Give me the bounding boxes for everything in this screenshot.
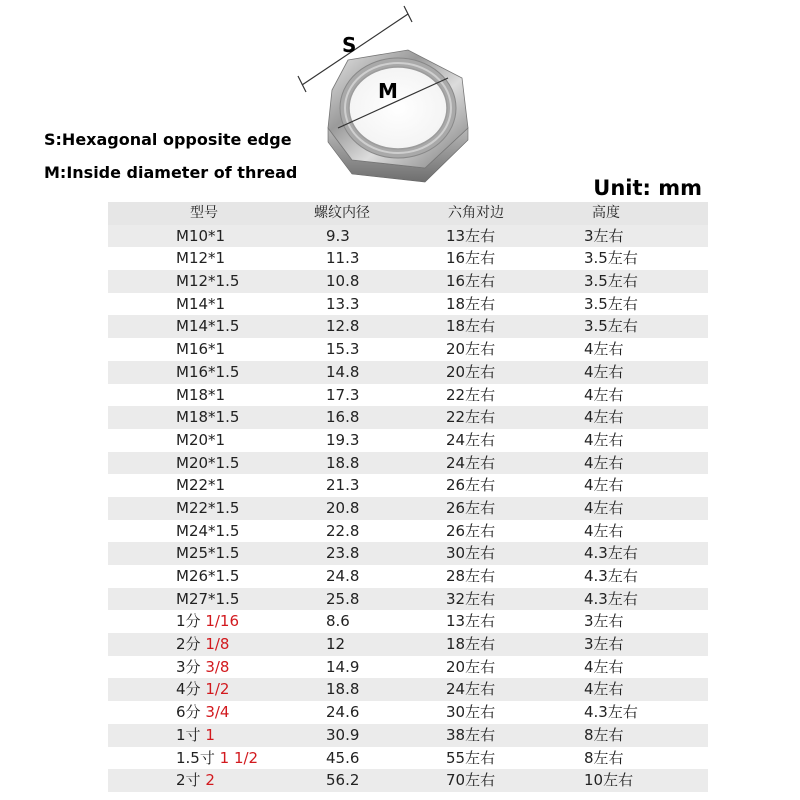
cell-model [176, 656, 229, 679]
cell-inner-diameter: 23.8 [326, 544, 360, 563]
cell-model [176, 452, 239, 475]
cell-height: 4.3左右 [584, 544, 638, 563]
cell-height: 4左右 [584, 680, 624, 699]
model-code: 6分 [176, 703, 201, 722]
cell-hex-width: 70左右 [446, 771, 496, 790]
model-code: M16*1 [176, 340, 226, 359]
cell-hex-width: 26左右 [446, 521, 496, 540]
cell-model [176, 747, 258, 770]
model-code: M18*1 [176, 385, 226, 404]
spec-table [108, 202, 708, 792]
cell-height: 3.5左右 [584, 249, 638, 268]
cell-inner-diameter: 30.9 [326, 725, 360, 744]
table-row [108, 293, 708, 316]
cell-inner-diameter: 24.6 [326, 703, 360, 722]
model-code: M20*1 [176, 430, 226, 449]
cell-inner-diameter: 12 [326, 635, 346, 654]
cell-hex-width: 28左右 [446, 567, 496, 585]
cell-hex-width: 16左右 [446, 272, 496, 291]
cell-inner-diameter: 18.8 [326, 453, 360, 472]
cell-hex-width: 24左右 [446, 430, 496, 449]
cell-hex-width: 20左右 [446, 362, 496, 381]
model-code: 2分 [176, 635, 201, 654]
cell-model [176, 633, 229, 656]
model-code: M14*1.5 [176, 317, 240, 336]
cell-inner-diameter: 24.8 [326, 567, 360, 585]
cell-hex-width: 24左右 [446, 453, 496, 472]
cell-model [176, 520, 239, 543]
table-row [108, 769, 708, 792]
cell-inner-diameter: 8.6 [326, 612, 350, 631]
cell-inner-diameter: 22.8 [326, 521, 360, 540]
table-body [108, 225, 708, 792]
inch-size: 1 1/2 [219, 748, 259, 767]
cell-model [176, 406, 239, 429]
cell-model [176, 588, 239, 611]
unit-label: Unit: mm [593, 176, 702, 200]
cell-model [176, 542, 239, 565]
legend-m-definition: M:Inside diameter of thread [44, 163, 298, 182]
cell-height: 4左右 [584, 340, 624, 359]
cell-model [176, 565, 239, 588]
m-dimension-label: M [378, 79, 398, 103]
cell-inner-diameter: 14.9 [326, 657, 360, 676]
cell-model [176, 701, 229, 724]
table-row [108, 497, 708, 520]
cell-height: 4左右 [584, 362, 624, 381]
cell-height: 4左右 [584, 657, 624, 676]
cell-model [176, 225, 225, 248]
cell-hex-width: 26左右 [446, 498, 496, 517]
table-row [108, 315, 708, 338]
cell-hex-width: 16左右 [446, 249, 496, 268]
model-code: 1.5寸 [176, 748, 215, 767]
cell-inner-diameter: 14.8 [326, 362, 360, 381]
cell-hex-width: 32左右 [446, 589, 496, 608]
table-row [108, 452, 708, 475]
header-height: 高度 [592, 205, 620, 221]
cell-height: 4.3左右 [584, 703, 638, 722]
cell-hex-width: 30左右 [446, 703, 496, 722]
model-code: M12*1 [176, 249, 226, 268]
table-row [108, 474, 708, 497]
cell-inner-diameter: 19.3 [326, 430, 360, 449]
cell-inner-diameter: 11.3 [326, 249, 360, 268]
table-row [108, 270, 708, 293]
cell-model [176, 497, 239, 520]
cell-model [176, 769, 215, 792]
cell-model [176, 247, 225, 270]
cell-inner-diameter: 21.3 [326, 476, 360, 495]
table-row [108, 406, 708, 429]
inch-size: 3/8 [205, 657, 230, 676]
cell-inner-diameter: 9.3 [326, 226, 350, 245]
cell-height: 8左右 [584, 748, 624, 767]
table-row [108, 225, 708, 248]
cell-model [176, 270, 239, 293]
model-code: M20*1.5 [176, 453, 240, 472]
table-row [108, 361, 708, 384]
model-code: 1分 [176, 612, 201, 631]
model-code: M24*1.5 [176, 521, 240, 540]
cell-height: 4左右 [584, 498, 624, 517]
cell-model [176, 315, 239, 338]
cell-inner-diameter: 20.8 [326, 498, 360, 517]
model-code: M27*1.5 [176, 589, 240, 608]
table-row [108, 656, 708, 679]
table-row [108, 542, 708, 565]
cell-model [176, 384, 225, 407]
cell-height: 4左右 [584, 385, 624, 404]
table-row [108, 633, 708, 656]
cell-model [176, 361, 239, 384]
model-code: M26*1.5 [176, 567, 240, 585]
cell-height: 4左右 [584, 453, 624, 472]
cell-model [176, 338, 225, 361]
header-hex-width: 六角对边 [448, 205, 504, 221]
hex-nut-illustration [290, 0, 490, 190]
cell-height: 3左右 [584, 635, 624, 654]
cell-height: 3.5左右 [584, 294, 638, 313]
model-code: M18*1.5 [176, 408, 240, 427]
table-header-row [108, 202, 708, 225]
table-row [108, 247, 708, 270]
table-row [108, 429, 708, 452]
table-row [108, 384, 708, 407]
cell-height: 4左右 [584, 521, 624, 540]
cell-hex-width: 55左右 [446, 748, 496, 767]
table-row [108, 588, 708, 611]
cell-hex-width: 18左右 [446, 317, 496, 336]
table-row [108, 701, 708, 724]
cell-model [176, 429, 225, 452]
cell-model [176, 724, 215, 747]
cell-height: 4.3左右 [584, 589, 638, 608]
model-code: M22*1.5 [176, 498, 240, 517]
cell-model [176, 293, 225, 316]
cell-height: 3.5左右 [584, 317, 638, 336]
cell-height: 3左右 [584, 226, 624, 245]
cell-height: 8左右 [584, 725, 624, 744]
cell-inner-diameter: 17.3 [326, 385, 360, 404]
cell-inner-diameter: 18.8 [326, 680, 360, 699]
cell-height: 4左右 [584, 430, 624, 449]
cell-hex-width: 24左右 [446, 680, 496, 699]
table-row [108, 565, 708, 588]
cell-hex-width: 22左右 [446, 385, 496, 404]
table-row [108, 678, 708, 701]
cell-inner-diameter: 45.6 [326, 748, 360, 767]
cell-hex-width: 13左右 [446, 612, 496, 631]
cell-model [176, 678, 229, 701]
table-row [108, 747, 708, 770]
inch-size: 1/2 [205, 680, 230, 699]
cell-height: 3左右 [584, 612, 624, 631]
inch-size: 3/4 [205, 703, 230, 722]
legend-s-definition: S:Hexagonal opposite edge [44, 130, 292, 149]
inch-size: 1 [205, 725, 215, 744]
cell-height: 4左右 [584, 408, 624, 427]
cell-model [176, 474, 225, 497]
header-model: 型号 [190, 205, 218, 221]
inch-size: 1/8 [205, 635, 230, 654]
model-code: M16*1.5 [176, 362, 240, 381]
s-dimension-label: S [342, 33, 357, 57]
model-code: 4分 [176, 680, 201, 699]
table-row [108, 724, 708, 747]
table-row [108, 610, 708, 633]
cell-height: 3.5左右 [584, 272, 638, 291]
table-row [108, 520, 708, 543]
inch-size: 2 [205, 771, 215, 790]
cell-inner-diameter: 10.8 [326, 272, 360, 291]
cell-inner-diameter: 25.8 [326, 589, 360, 608]
cell-height: 4左右 [584, 476, 624, 495]
cell-hex-width: 22左右 [446, 408, 496, 427]
cell-hex-width: 26左右 [446, 476, 496, 495]
cell-height: 4.3左右 [584, 567, 638, 585]
cell-inner-diameter: 12.8 [326, 317, 360, 336]
cell-hex-width: 38左右 [446, 725, 496, 744]
cell-inner-diameter: 16.8 [326, 408, 360, 427]
cell-hex-width: 30左右 [446, 544, 496, 563]
cell-hex-width: 20左右 [446, 657, 496, 676]
model-code: M10*1 [176, 226, 226, 245]
header-inner-diameter: 螺纹内径 [314, 205, 370, 221]
model-code: M25*1.5 [176, 544, 240, 563]
table-row [108, 338, 708, 361]
inch-size: 1/16 [205, 612, 240, 631]
cell-inner-diameter: 15.3 [326, 340, 360, 359]
model-code: M12*1.5 [176, 272, 240, 291]
model-code: 3分 [176, 657, 201, 676]
cell-inner-diameter: 56.2 [326, 771, 360, 790]
model-code: M14*1 [176, 294, 226, 313]
cell-hex-width: 20左右 [446, 340, 496, 359]
model-code: 2寸 [176, 771, 201, 790]
cell-hex-width: 18左右 [446, 635, 496, 654]
cell-hex-width: 18左右 [446, 294, 496, 313]
cell-inner-diameter: 13.3 [326, 294, 360, 313]
model-code: M22*1 [176, 476, 226, 495]
cell-height: 10左右 [584, 771, 634, 790]
cell-hex-width: 13左右 [446, 226, 496, 245]
cell-model [176, 610, 239, 633]
model-code: 1寸 [176, 725, 201, 744]
